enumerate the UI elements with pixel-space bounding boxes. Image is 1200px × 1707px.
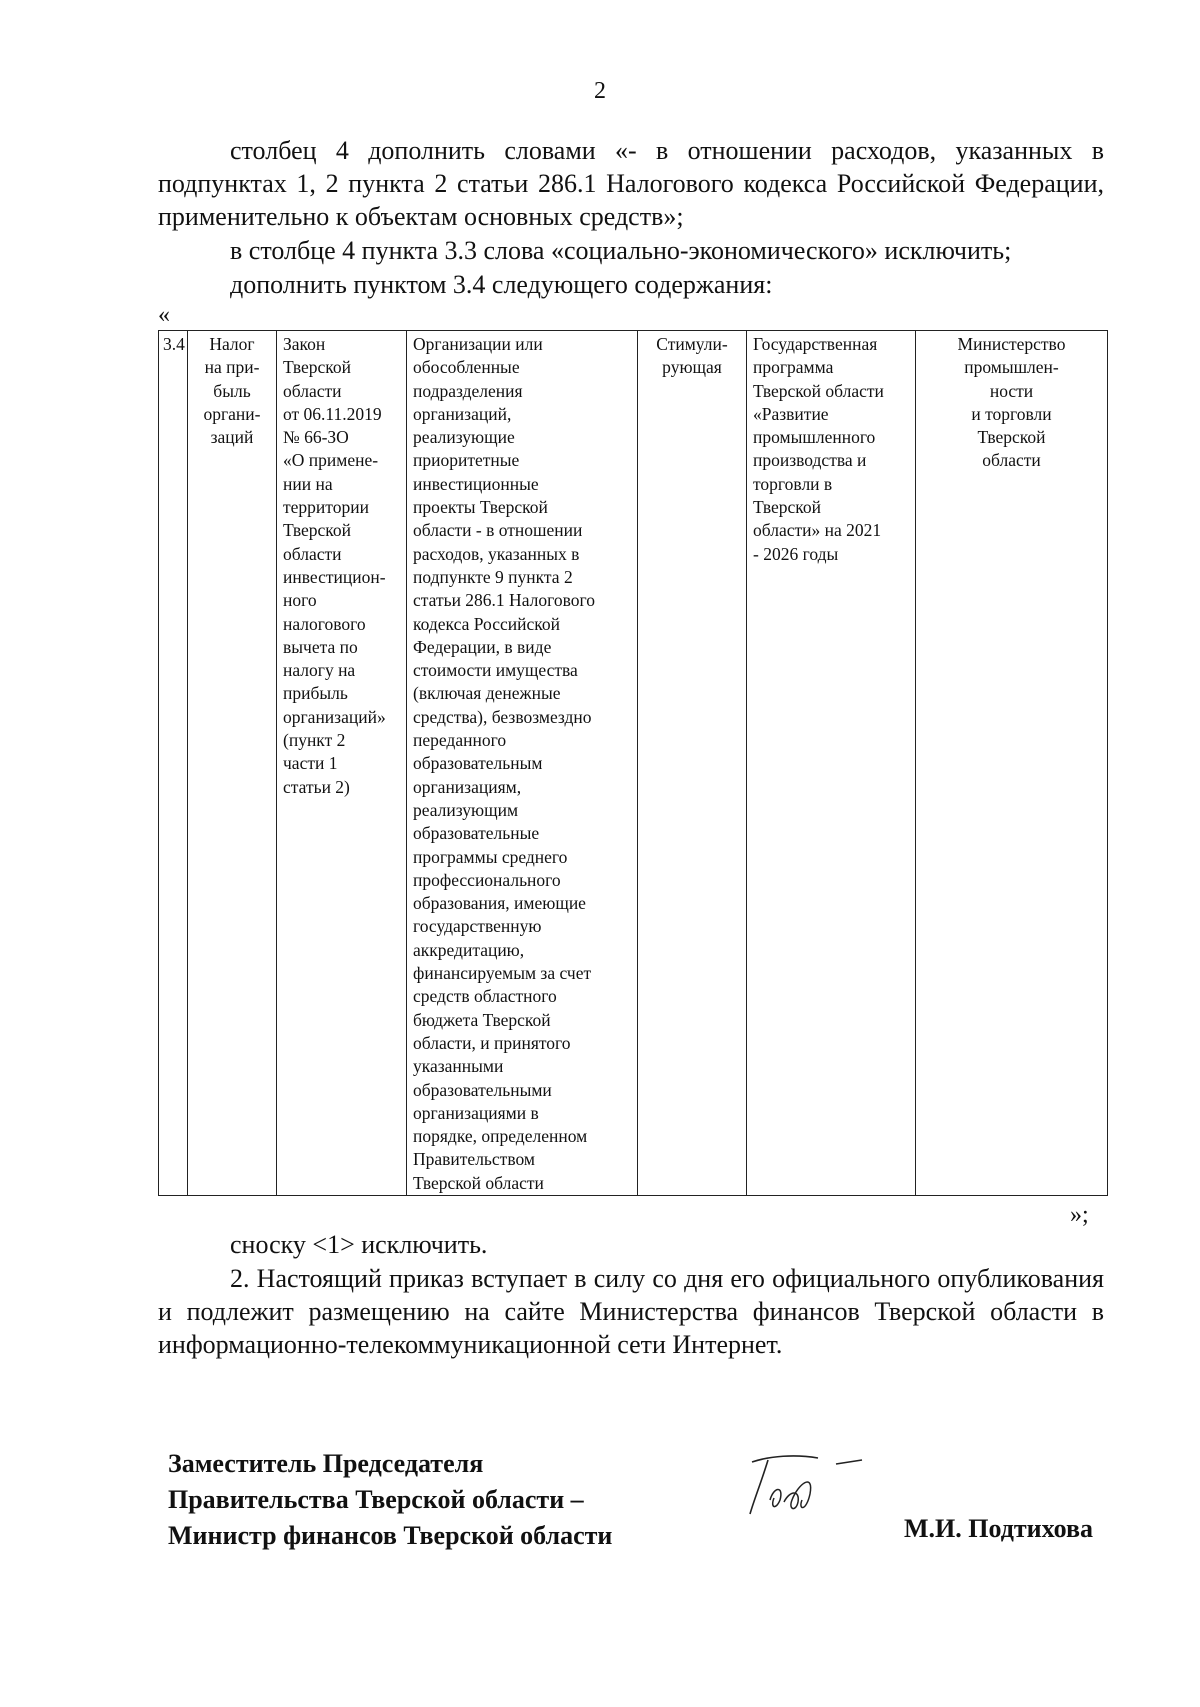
signatory-title-line-1: Заместитель Председателя bbox=[168, 1449, 484, 1478]
signatory-title bbox=[168, 1446, 612, 1554]
paragraph-entry-into-force: 2. Настоящий приказ вступает в силу со дня его официального опубликования и подлежит размещению на сайте Министерства финансов Тверской области в информационно-телекоммуникационной сети Интернет. bbox=[158, 1264, 1104, 1359]
paragraph-footnote-removal: сноску <1> исключить. bbox=[230, 1230, 488, 1259]
handwritten-signature-icon bbox=[740, 1450, 880, 1520]
cell-recipients: Организации или обособленные подразделения организаций, реализующие приоритетные инвестиционные проекты Тверской области - в отношении расходов, указанных в подпункте 9 пункта 2 статьи 286.1 Налогового кодекса Российской Федерации, в виде стоимости имущества (включая денежные средства), безвозмездно переданного образовательным организациям, реализующим образовательные программы среднего профессионального образования, имеющие государственную аккредитацию, финансируемым за счет средств областного бюджета Тверской области, и принятого указанными образовательными организациями в порядке, определенном Правительством Тверской области bbox=[407, 331, 638, 1196]
cell-type: Стимули- рующая bbox=[638, 331, 747, 1196]
signatory-name: М.И. Подтихова bbox=[904, 1514, 1094, 1543]
paragraph-item-3-3-change: в столбце 4 пункта 3.3 слова «социально-экономического» исключить; bbox=[230, 236, 1012, 265]
table-row bbox=[159, 331, 1108, 1196]
table-close-quote: »; bbox=[1070, 1202, 1089, 1228]
cell-program: Государственная программа Тверской области «Развитие промышленного производства и торговли в Тверской области» на 2021 - 2026 годы bbox=[747, 331, 916, 1196]
table-open-quote: « bbox=[158, 302, 170, 328]
cell-number: 3.4 bbox=[159, 331, 188, 1196]
cell-law: Закон Тверской области от 06.11.2019 № 66-ЗО «О примене- нии на территории Тверской области инвестицион- ного налогового вычета по налогу на прибыль организаций» (пункт 2 части 1 статьи 2) bbox=[277, 331, 407, 1196]
cell-tax: Налог на при- быль органи- заций bbox=[188, 331, 277, 1196]
cell-ministry: Министерство промышлен- ности и торговли Тверской области bbox=[916, 331, 1108, 1196]
page-number: 2 bbox=[594, 78, 606, 104]
paragraph-add-item-3-4: дополнить пунктом 3.4 следующего содержания: bbox=[230, 270, 773, 299]
paragraph-column-4-addition: столбец 4 дополнить словами «- в отношении расходов, указанных в подпунктах 1, 2 пункта 2 статьи 286.1 Налогового кодекса Российской Федерации, применительно к объектам основных средств»; bbox=[158, 136, 1104, 231]
item-3-4-table bbox=[158, 330, 1108, 1196]
signatory-title-line-3: Министр финансов Тверской области bbox=[168, 1521, 613, 1550]
signatory-title-line-2: Правительства Тверской области – bbox=[168, 1485, 584, 1514]
